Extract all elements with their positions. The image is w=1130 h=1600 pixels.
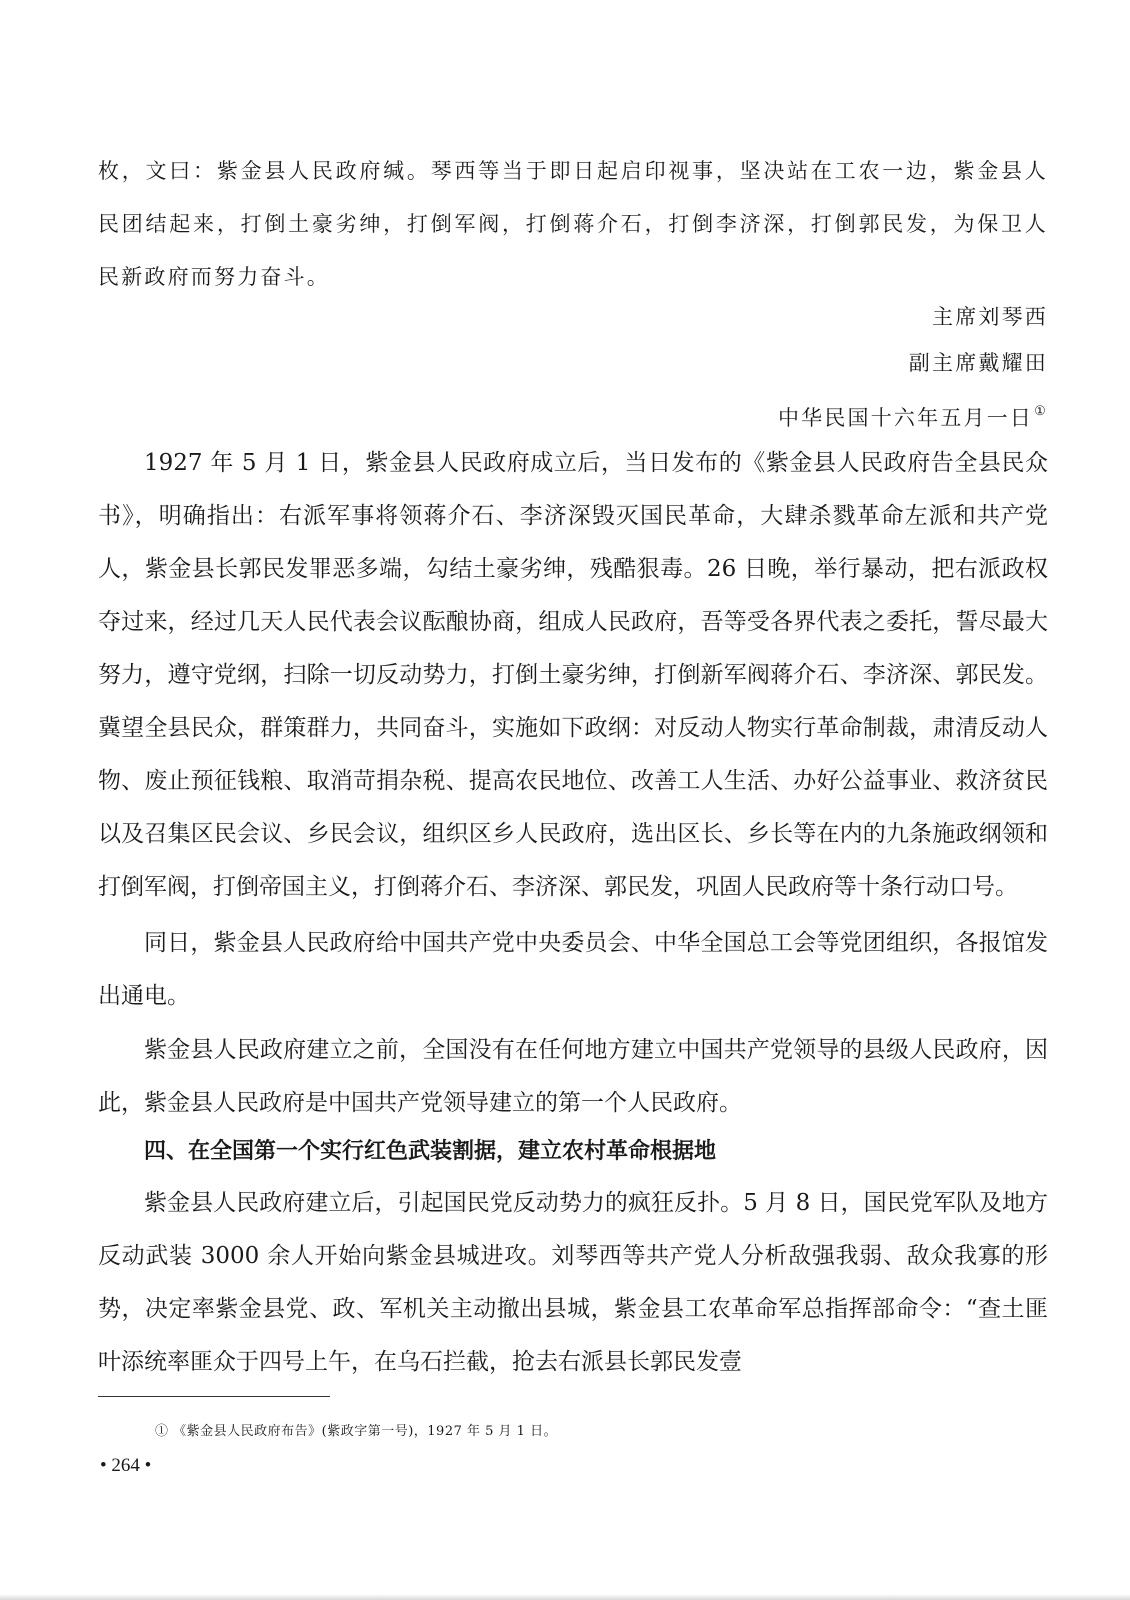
scan-edge-shadow — [0, 1594, 1130, 1600]
signature-vice-chairman: 副主席戴耀田 — [908, 351, 1048, 375]
footnote: ① 《紫金县人民政府布告》(紫政字第一号)，1927 年 5 月 1 日。 — [155, 1424, 558, 1439]
signature-chairman: 主席刘琴西 — [932, 305, 1048, 329]
signature-date-line — [778, 385, 1048, 445]
paragraph-telegram: 同日，紫金县人民政府给中国共产党中央委员会、中华全国总工会等党团组织，各报馆发出通电。 — [98, 930, 1048, 1009]
paragraph-first-government: 紫金县人民政府建立之前，全国没有在任何地方建立中国共产党领导的县级人民政府，因此，紫金县人民政府是中国共产党领导建立的第一个人民政府。 — [98, 1037, 1048, 1116]
proclamation-text: 枚，文曰：紫金县人民政府缄。琴西等当于即日起启印视事，坚决站在工农一边，紫金县人民团结起来，打倒土豪劣绅，打倒军阀，打倒蒋介石，打倒李济深，打倒郭民发，为保卫人民新政府而努力奋斗。 — [98, 159, 1048, 289]
footnote-marker: ① — [1034, 404, 1048, 419]
signature-date: 中华民国十六年五月一日 — [777, 406, 1034, 430]
page-number: • 264 • — [100, 1455, 152, 1476]
footnote-divider — [98, 1396, 330, 1397]
paragraph-counterattack: 紫金县人民政府建立后，引起国民党反动势力的疯狂反扑。5 月 8 日，国民党军队及地方反动武装 3000 余人开始向紫金县城进攻。刘琴西等共产党人分析敌强我弱、敌众我寡的形势，决定率紫金县党、政、军机关主动撤出县城，紫金县工农革命军总指挥部命令：“查土匪叶添统率匪众于四号上午，在乌石拦截，抢去右派县长郭民发壹 — [98, 1190, 1048, 1375]
paragraph-proclamation-summary: 1927 年 5 月 1 日，紫金县人民政府成立后，当日发布的《紫金县人民政府告全县民众书》，明确指出：右派军事将领蒋介石、李济深毁灭国民革命，大肆杀戮革命左派和共产党人，紫金县长郭民发罪恶多端，勾结土豪劣绅，残酷狠毒。26 日晚，举行暴动，把右派政权夺过来，经过几天人民代表会议酝酿协商，组成人民政府，吾等受各界代表之委托，誓尽最大努力，遵守党纲，扫除一切反动势力，打倒土豪劣绅，打倒新军阀蒋介石、李济深、郭民发。冀望全县民众，群策群力，共同奋斗，实施如下政纲：对反动人物实行革命制裁，肃清反动人物、废止预征钱粮、取消苛捐杂税、提高农民地位、改善工人生活、办好公益事业、救济贫民以及召集区民会议、乡民会议，组织区乡人民政府，选出区长、乡长等在内的九条施政纲领和打倒军阀，打倒帝国主义，打倒蒋介石、李济深、郭民发，巩固人民政府等十条行动口号。 — [98, 450, 1048, 900]
section-heading: 四、在全国第一个实行红色武装割据，建立农村革命根据地 — [144, 1139, 717, 1164]
